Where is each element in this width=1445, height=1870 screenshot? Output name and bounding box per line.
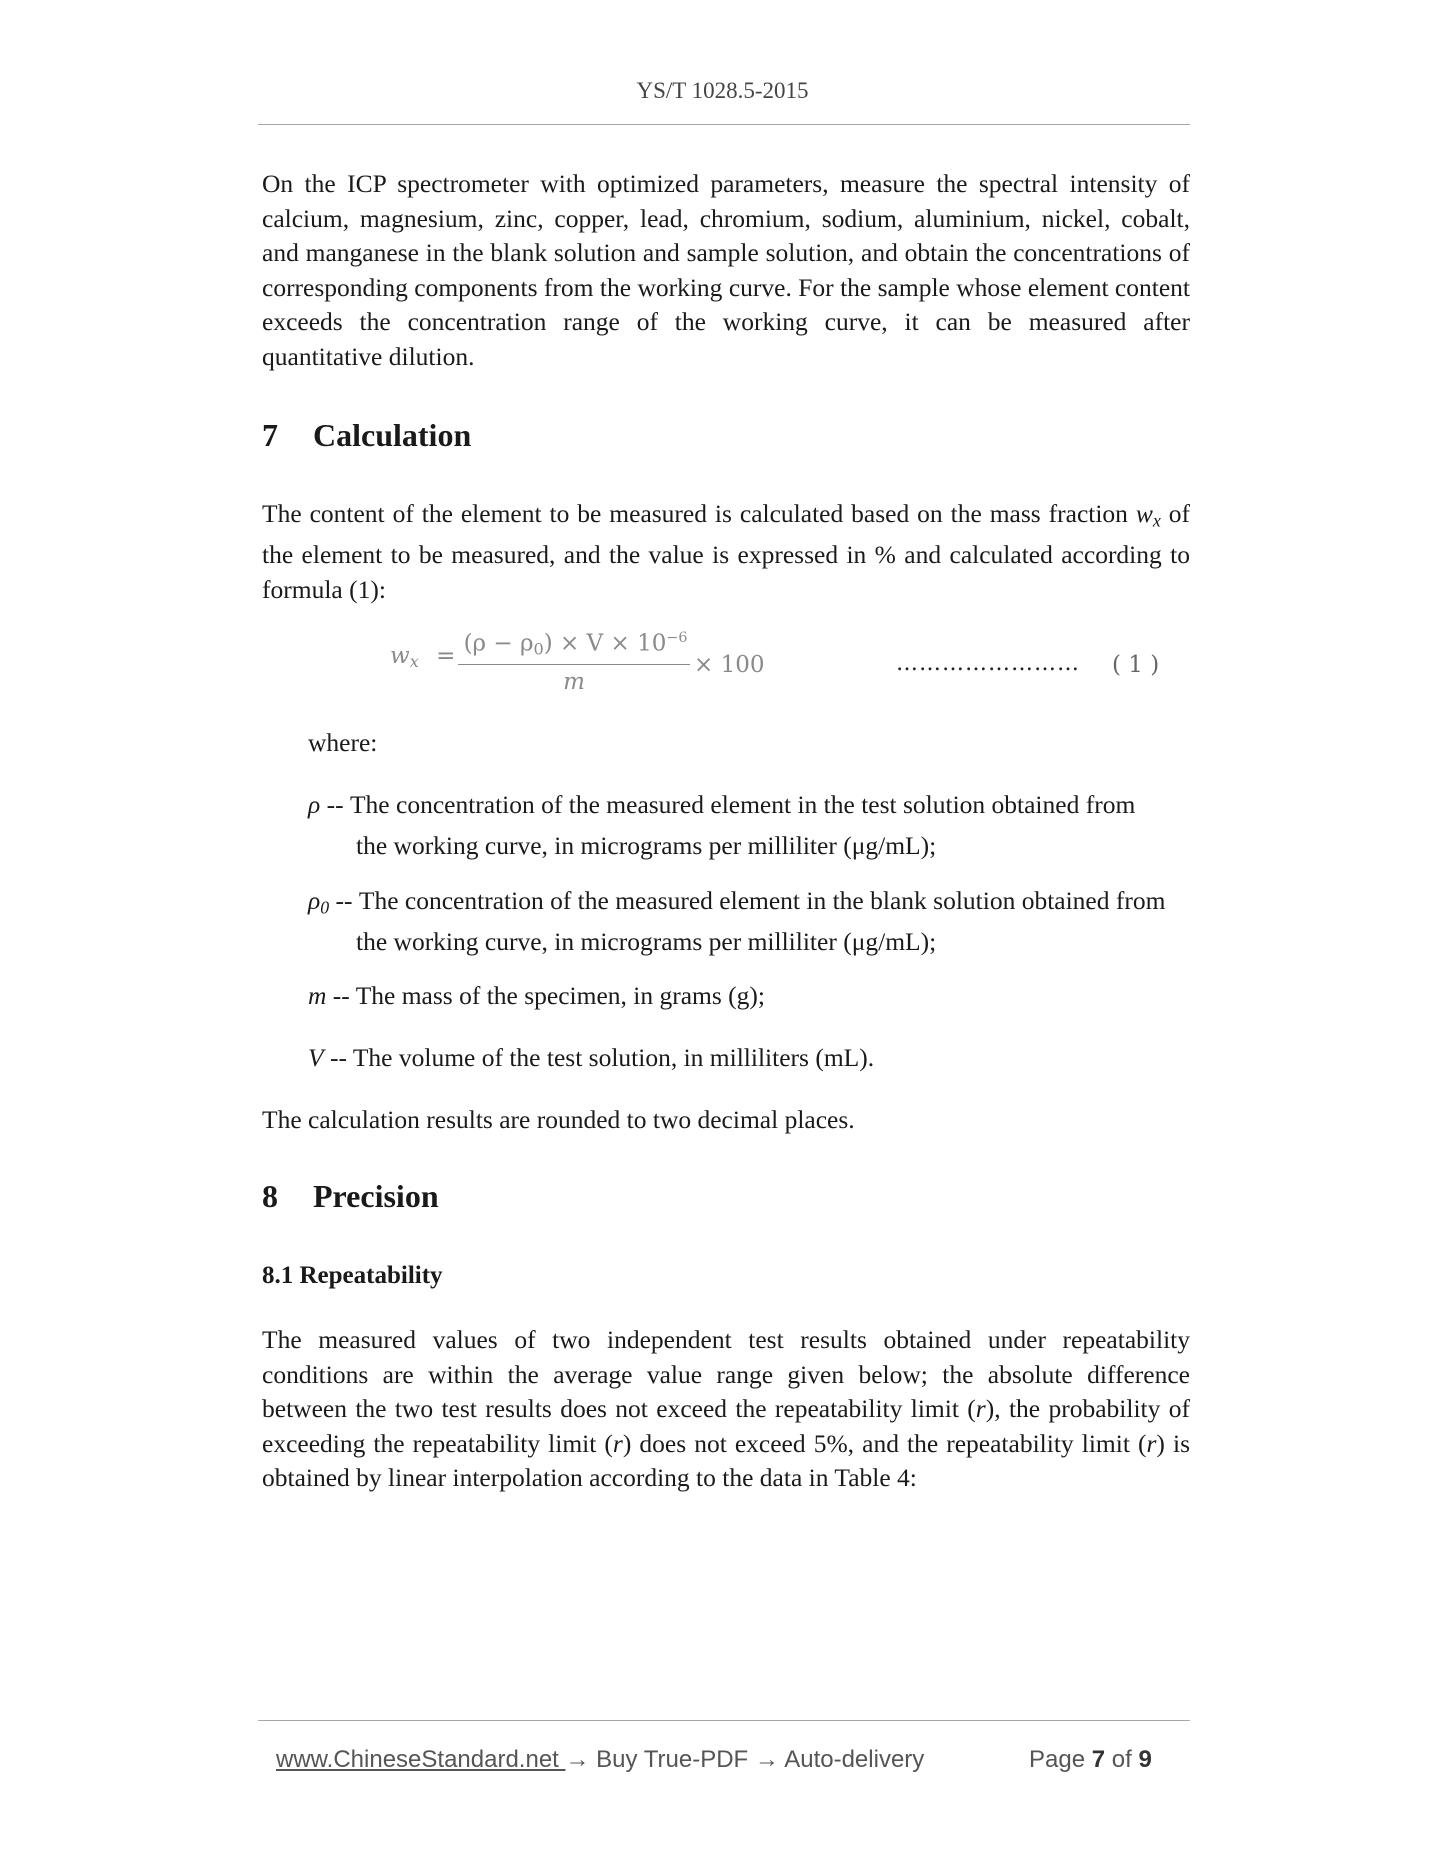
formula-lhs: $w_x$ = [390, 643, 456, 672]
website-link[interactable]: www.ChineseStandard.net [276, 1746, 566, 1773]
footer-links [276, 1746, 924, 1774]
section-8-heading [262, 1178, 439, 1215]
running-header: YS/T 1028.5-2015 [636, 78, 809, 103]
subsection-8-1-heading: 8.1 Repeatability [262, 1262, 443, 1289]
where-label: where: [308, 728, 378, 757]
arrow-right-icon: → [565, 1746, 590, 1773]
section-number: 8 [262, 1178, 278, 1214]
section-title: Calculation [313, 417, 472, 453]
definition-rho: ρ -- The concentration of the measured element in the test solution obtained from the working curve, in micrograms per milliliter (μg/mL); [308, 790, 1136, 861]
section-title: Precision [313, 1178, 439, 1214]
symbol-wx: $w_x$ [1135, 499, 1161, 531]
formula-multiplier: × 100 [694, 652, 765, 678]
buy-text: Buy True-PDF [589, 1746, 755, 1773]
intro-paragraph: On the ICP spectrometer with optimized parameters, measure the spectral intensity of calcium, magnesium, zinc, copper, lead, chromium, sodium, aluminium, nickel, cobalt, and manganese in the blank solution and sample solution, and obtain the concentrations of corresponding components from the working curve. For the sample whose element content exceeds the concentration range of the working curve, it can be measured after quantitative dilution. [262, 169, 1190, 371]
section-number: 7 [262, 417, 278, 453]
header-rule [258, 124, 1190, 125]
text-run: The content of the element to be measured is calculated based on the mass fraction [262, 499, 1136, 528]
definition-rho0: $\rho_0$ -- The concentration of the measured element in the blank solution obtained from the working curve, in micrograms per milliliter (μg/mL); [308, 886, 1166, 957]
arrow-right-icon: → [754, 1746, 779, 1773]
formula-leader-dots: …………………… [896, 651, 1080, 676]
current-page: 7 [1091, 1746, 1106, 1773]
definition-v: V -- The volume of the test solution, in milliliters (mL). [308, 1043, 875, 1072]
footer-rule [258, 1720, 1190, 1721]
formula-numerator: $(\rho - \rho_0) \times V \times 10^{-6}$ [463, 630, 688, 659]
repeatability-paragraph: The measured values of two independent test results obtained under repeatability conditions are within the average value range given below; the absolute difference between the two test results does not exceed the repeatability limit (r), the probability of exceeding the repeatability limit (r) does not exceed 5%, and the repeatability limit (r) is obtained by linear interpolation according to the data in Table 4: [262, 1325, 1190, 1493]
definition-m: m -- The mass of the specimen, in grams (g); [308, 981, 766, 1010]
formula-denominator: m [563, 669, 585, 695]
delivery-text: Auto-delivery [778, 1746, 925, 1773]
page-indicator: Page 7 of 9 [1029, 1746, 1152, 1773]
total-pages: 9 [1138, 1746, 1152, 1773]
calculation-paragraph [262, 497, 1190, 607]
section-7-heading [262, 417, 471, 454]
fraction-bar [458, 664, 690, 665]
rounding-note: The calculation results are rounded to two decimal places. [262, 1105, 855, 1134]
text-run: of the element to be measured, and the value is expressed in % and calculated according to formula (1): [262, 499, 1190, 604]
formula-number-label: ( 1 ) [1112, 652, 1160, 678]
